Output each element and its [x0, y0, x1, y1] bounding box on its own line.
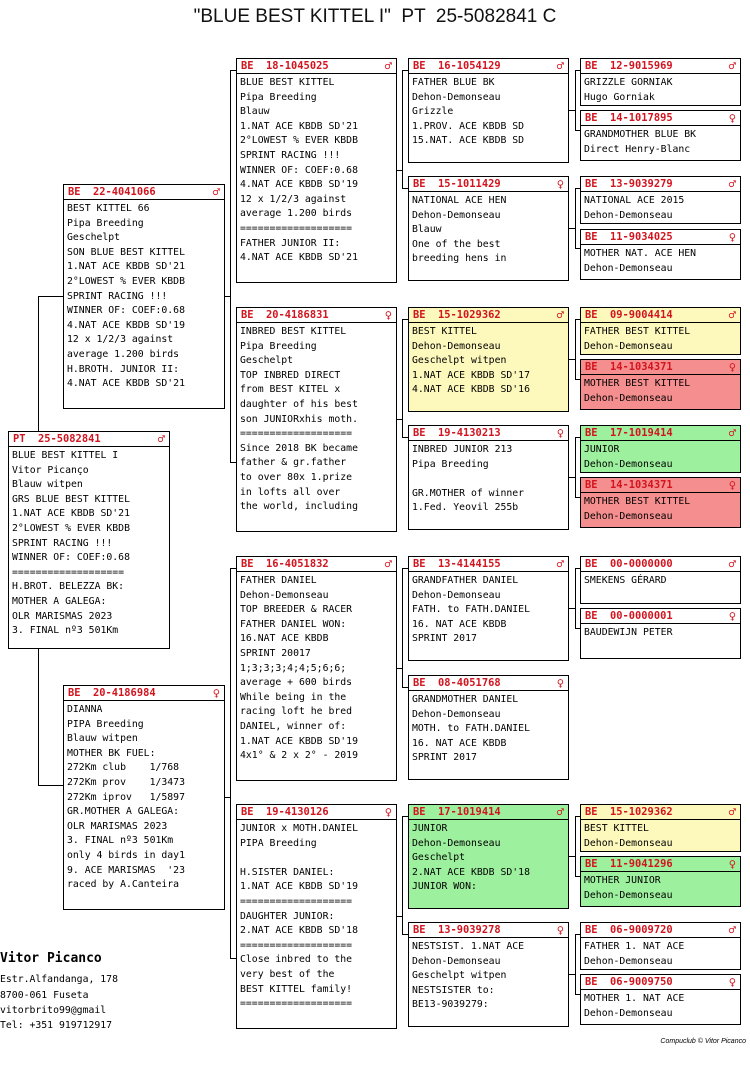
- female-icon: ♀: [212, 686, 220, 700]
- bird-info-line: BE13-9039279:: [412, 999, 489, 1011]
- bird-card-ffm: [408, 176, 569, 281]
- bird-card-g13: [580, 922, 741, 970]
- ring-number: [409, 676, 568, 691]
- bird-info-line: Dehon-Demonseau: [584, 1007, 673, 1019]
- bird-info-line: GRS BLUE BEST KITTEL: [12, 493, 130, 505]
- bird-info-line: SPRINT 2017: [412, 633, 477, 645]
- bird-info-line: OLR MARISMAS 2023: [12, 610, 113, 622]
- bird-info-line: TOP INBRED DIRECT: [240, 369, 341, 381]
- male-icon: ♂: [556, 805, 564, 819]
- bird-info-line: 1;3;3;3;4;4;5;6;6;: [240, 662, 347, 674]
- bird-info-line: TOP BREEDER & RACER: [240, 604, 353, 616]
- female-icon: ♀: [556, 177, 564, 191]
- ring-text: BE 11-9041296: [585, 858, 673, 870]
- bird-info-line: 15.NAT. ACE KBDB SD: [412, 135, 525, 147]
- bird-info-line: ===================: [240, 998, 353, 1010]
- bird-card-g8: [580, 477, 741, 528]
- bird-info-line: Dehon-Demonseau: [584, 392, 673, 404]
- ring-number: [581, 360, 740, 375]
- bird-info-line: GRANDFATHER DANIEL: [412, 575, 519, 586]
- bird-info-line: 4.NAT ACE KBDB SD'19: [67, 319, 185, 331]
- connector-line: [402, 568, 403, 687]
- ring-text: BE 13-4144155: [413, 558, 501, 570]
- ring-text: BE 20-4186831: [241, 309, 329, 321]
- female-icon: ♀: [728, 230, 736, 244]
- bird-info-line: Dehon-Demonseau: [412, 589, 501, 601]
- ring-text: BE 16-4051832: [241, 558, 329, 570]
- bird-info-line: SMEKENS GÉRARD: [584, 575, 667, 586]
- ring-number: [409, 177, 568, 192]
- male-icon: ♂: [728, 805, 736, 819]
- bird-info-line: MOTHER NAT. ACE HEN: [584, 248, 697, 259]
- bird-card-ff: [236, 58, 397, 283]
- bird-info-line: Pipa Breeding: [412, 458, 489, 470]
- bird-info-line: ===================: [240, 895, 353, 907]
- ring-number: [581, 805, 740, 820]
- bird-info-line: Geschelpt: [240, 355, 294, 367]
- bird-info-line: 16. NAT ACE KBDB: [412, 618, 507, 630]
- bird-info-line: 2°LOWEST % EVER KBDB: [67, 275, 185, 287]
- bird-info-line: 2.NAT ACE KBDB SD'18: [240, 925, 358, 937]
- ring-text: BE 15-1011429: [413, 178, 501, 190]
- ring-number: [581, 230, 740, 245]
- bird-info-line: MOTHER 1. NAT ACE: [584, 993, 685, 1004]
- bird-card-g2: [580, 110, 741, 161]
- bird-info-line: SPRINT 2017: [412, 752, 477, 764]
- bird-info-line: NESTSISTER to:: [412, 984, 495, 996]
- ring-number: [64, 686, 224, 701]
- bird-info-line: MOTHER A GALEGA:: [12, 595, 107, 607]
- bird-info-line: SPRINT RACING !!!: [12, 537, 113, 549]
- bird-info-line: ===================: [240, 428, 353, 440]
- bird-info-line: 272Km club 1/768: [67, 762, 180, 774]
- female-icon: ♀: [728, 975, 736, 989]
- bird-info-line: NESTSIST. 1.NAT ACE: [412, 941, 525, 952]
- connector-line: [230, 568, 231, 958]
- owner-postcode: 8700-061 Fuseta: [0, 990, 89, 1001]
- bird-info-line: WINNER OF: COEF:0.68: [12, 552, 130, 564]
- ring-number: [581, 308, 740, 323]
- ring-number: [409, 308, 568, 323]
- ring-number: [9, 432, 169, 447]
- male-icon: ♂: [556, 557, 564, 571]
- bird-info-line: only 4 birds in day1: [67, 849, 185, 861]
- owner-name: Vitor Picanco: [0, 951, 102, 966]
- connector-line: [402, 319, 403, 437]
- female-icon: ♀: [728, 111, 736, 125]
- bird-info-line: Geschelpt: [67, 232, 121, 244]
- bird-info-line: GRANDMOTHER BLUE BK: [584, 129, 697, 140]
- bird-info-line: PIPA Breeding: [67, 718, 144, 730]
- bird-info-line: 1.NAT ACE KBDB SD'17: [412, 369, 530, 381]
- male-icon: ♂: [384, 59, 392, 73]
- ring-text: BE 13-9039279: [585, 178, 673, 190]
- bird-info-line: NATIONAL ACE HEN: [412, 195, 507, 206]
- bird-info-line: ===================: [240, 939, 353, 951]
- owner-address: Estr.Alfandanga, 178: [0, 974, 118, 985]
- bird-info-line: Pipa Breeding: [240, 91, 317, 103]
- ring-text: BE 12-9015969: [585, 60, 673, 72]
- bird-info-line: Blauw witpen: [12, 479, 83, 491]
- bird-info-line: MOTHER JUNIOR: [584, 875, 661, 886]
- bird-info-line: Blauw: [412, 224, 442, 236]
- bird-info-line: 272Km prov 1/3473: [67, 776, 185, 788]
- bird-info-line: ===================: [12, 566, 125, 578]
- connector-line: [575, 437, 576, 497]
- owner-phone: Tel: +351 919712917: [0, 1020, 113, 1031]
- bird-card-g4: [580, 229, 741, 280]
- bird-info-line: MOTH. to FATH.DANIEL: [412, 723, 530, 735]
- male-icon: ♂: [556, 308, 564, 322]
- bird-info-line: 2°LOWEST % EVER KBDB: [240, 135, 358, 147]
- bird-info-line: 1.PROV. ACE KBDB SD: [412, 120, 525, 132]
- ring-text: PT 25-5082841: [13, 433, 101, 445]
- ring-text: BE 17-1019414: [585, 427, 673, 439]
- female-icon: ♀: [384, 308, 392, 322]
- connector-line: [575, 816, 576, 876]
- ring-text: BE 22-4041066: [68, 186, 156, 198]
- bird-info-line: DIANNA: [67, 704, 103, 715]
- bird-info-line: Hugo Gorniak: [584, 91, 655, 103]
- bird-info-line: from BEST KITEL x: [240, 384, 341, 396]
- bird-info-line: FATHER BEST KITTEL: [584, 326, 691, 337]
- bird-info-line: BLUE BEST KITTEL I: [12, 450, 119, 461]
- bird-info-line: 16.NAT ACE KBDB: [240, 633, 329, 645]
- bird-info-line: WINNER OF: COEF:0.68: [240, 164, 358, 176]
- bird-card-g5: [580, 307, 741, 355]
- ring-text: BE 15-1029362: [585, 806, 673, 818]
- ring-text: BE 06-9009750: [585, 976, 673, 988]
- bird-card-fmf: [408, 307, 569, 412]
- bird-info-line: very best of the: [240, 968, 335, 980]
- bird-info-line: [240, 851, 396, 866]
- connector-line: [402, 816, 403, 934]
- bird-info-line: While being in the: [240, 691, 347, 703]
- bird-info-line: DANIEL, winner of:: [240, 720, 347, 732]
- bird-info-line: Dehon-Demonseau: [584, 262, 673, 274]
- bird-info-line: Dehon-Demonseau: [412, 209, 501, 221]
- bird-info-line: SPRINT 20017: [240, 647, 311, 659]
- bird-info-line: BAUDEWIJN PETER: [584, 627, 673, 638]
- ring-number: [581, 857, 740, 872]
- ring-text: BE 14-1034371: [585, 479, 673, 491]
- bird-info-line: 16. NAT ACE KBDB: [412, 737, 507, 749]
- bird-info-line: Dehon-Demonseau: [412, 955, 501, 967]
- bird-info-line: SPRINT RACING !!!: [67, 290, 168, 302]
- bird-info-line: 1.NAT ACE KBDB SD'21: [67, 261, 185, 273]
- bird-card-g9: [580, 556, 741, 604]
- ring-text: BE 09-9004414: [585, 309, 673, 321]
- bird-info-line: Grizzle: [412, 106, 454, 118]
- ring-number: [409, 426, 568, 441]
- bird-info-line: 4x1° & 2 x 2° - 2019: [240, 750, 358, 762]
- bird-info-line: H.BROT. BELEZZA BK:: [12, 581, 125, 593]
- bird-info-line: GR.MOTHER of winner: [412, 487, 525, 499]
- bird-info-line: 4.NAT ACE KBDB SD'16: [412, 384, 530, 396]
- bird-info-line: [412, 472, 568, 487]
- bird-info-line: OLR MARISMAS 2023: [67, 820, 168, 832]
- footer-credit: Compuclub © Vitor Picanco: [660, 1038, 746, 1045]
- bird-info-line: 1.NAT ACE KBDB SD'19: [240, 881, 358, 893]
- bird-info-line: Geschelpt: [412, 852, 466, 864]
- bird-info-line: average + 600 birds: [240, 677, 353, 689]
- male-icon: ♂: [556, 59, 564, 73]
- bird-info-line: Close inbred to the: [240, 954, 353, 966]
- bird-info-line: Dehon-Demonseau: [412, 340, 501, 352]
- bird-info-line: Geschelpt witpen: [412, 355, 507, 367]
- bird-info-line: FATH. to FATH.DANIEL: [412, 604, 530, 616]
- bird-card-g10: [580, 608, 741, 659]
- bird-info-line: 3. FINAL nº3 501Km: [67, 835, 174, 847]
- bird-info-line: JUNIOR WON:: [412, 881, 477, 893]
- male-icon: ♂: [728, 59, 736, 73]
- ring-text: BE 16-1054129: [413, 60, 501, 72]
- pedigree-title: "BLUE BEST KITTEL I" PT 25-5082841 C: [193, 6, 557, 27]
- bird-info-line: daughter of his best: [240, 398, 358, 410]
- bird-info-line: Dehon-Demonseau: [240, 589, 329, 601]
- male-icon: ♂: [157, 432, 165, 446]
- bird-card-mf: [236, 556, 397, 781]
- bird-info-line: JUNIOR: [584, 444, 620, 455]
- bird-info-line: WINNER OF: COEF:0.68: [67, 305, 185, 317]
- female-icon: ♀: [556, 676, 564, 690]
- bird-card-fff: [408, 58, 569, 163]
- bird-info-line: 9. ACE MARISMAS '23: [67, 864, 185, 876]
- connector-line: [402, 70, 403, 188]
- bird-info-line: Pipa Breeding: [240, 340, 317, 352]
- bird-info-line: INBRED JUNIOR 213: [412, 444, 513, 455]
- bird-info-line: H.BROTH. JUNIOR II:: [67, 363, 180, 375]
- bird-card-mff: [408, 556, 569, 661]
- ring-number: [237, 805, 396, 820]
- ring-text: BE 08-4051768: [413, 677, 501, 689]
- bird-info-line: SON BLUE BEST KITTEL: [67, 246, 185, 258]
- bird-card-subject: [8, 431, 170, 649]
- bird-info-line: PIPA Breeding: [240, 837, 317, 849]
- connector-line: [575, 188, 576, 248]
- male-icon: ♂: [212, 185, 220, 199]
- female-icon: ♀: [728, 609, 736, 623]
- bird-card-g3: [580, 176, 741, 224]
- bird-info-line: 12 x 1/2/3 against: [240, 193, 347, 205]
- ring-text: BE 19-4130213: [413, 427, 501, 439]
- bird-card-g1: [580, 58, 741, 106]
- bird-info-line: BEST KITTEL: [584, 823, 649, 834]
- bird-info-line: JUNIOR: [412, 823, 448, 834]
- bird-info-line: racing loft he bred: [240, 706, 353, 718]
- bird-info-line: MOTHER BEST KITTEL: [584, 378, 691, 389]
- ring-number: [581, 975, 740, 990]
- ring-number: [581, 557, 740, 572]
- bird-info-line: the world, including: [240, 501, 358, 513]
- ring-number: [581, 111, 740, 126]
- bird-info-line: Since 2018 BK became: [240, 442, 358, 454]
- bird-info-line: father & gr.father: [240, 457, 347, 469]
- bird-info-line: 1.NAT ACE KBDB SD'21: [240, 120, 358, 132]
- bird-info-line: Geschelpt witpen: [412, 970, 507, 982]
- ring-text: BE 00-0000001: [585, 610, 673, 622]
- connector-line: [575, 934, 576, 994]
- bird-info-line: SPRINT RACING !!!: [240, 149, 341, 161]
- bird-info-line: BLUE BEST KITTEL: [240, 77, 335, 88]
- bird-info-line: average 1.200 birds: [67, 348, 180, 360]
- bird-info-line: 1.NAT ACE KBDB SD'19: [240, 735, 358, 747]
- bird-info-line: Dehon-Demonseau: [584, 209, 673, 221]
- bird-info-line: Vitor Picanço: [12, 464, 89, 476]
- ring-text: BE 20-4186984: [68, 687, 156, 699]
- bird-card-g12: [580, 856, 741, 907]
- connector-line: [575, 319, 576, 379]
- bird-info-line: MOTHER BEST KITTEL: [584, 496, 691, 507]
- bird-info-line: BEST KITTEL family!: [240, 983, 353, 995]
- bird-info-line: 12 x 1/2/3 against: [67, 334, 174, 346]
- bird-card-mfm: [408, 675, 569, 780]
- bird-card-mother: [63, 685, 225, 910]
- ring-number: [581, 59, 740, 74]
- bird-info-line: Dehon-Demonseau: [584, 458, 673, 470]
- ring-number: [581, 609, 740, 624]
- bird-card-mmf: [408, 804, 569, 909]
- bird-card-fmm: [408, 425, 569, 530]
- bird-info-line: BEST KITTEL: [412, 326, 477, 337]
- bird-info-line: Blauw witpen: [67, 733, 138, 745]
- bird-info-line: INBRED BEST KITTEL: [240, 326, 347, 337]
- bird-info-line: breeding hens in: [412, 253, 507, 265]
- bird-info-line: Dehon-Demonseau: [412, 91, 501, 103]
- bird-info-line: to over 80x 1.prize: [240, 471, 353, 483]
- bird-info-line: 2°LOWEST % EVER KBDB: [12, 522, 130, 534]
- bird-info-line: FATHER DANIEL WON:: [240, 618, 347, 630]
- ring-number: [581, 923, 740, 938]
- ring-text: BE 18-1045025: [241, 60, 329, 72]
- female-icon: ♀: [728, 360, 736, 374]
- ring-number: [409, 805, 568, 820]
- female-icon: ♀: [728, 478, 736, 492]
- male-icon: ♂: [728, 557, 736, 571]
- bird-info-line: JUNIOR x MOTH.DANIEL: [240, 823, 358, 834]
- bird-info-line: Dehon-Demonseau: [584, 837, 673, 849]
- connector-line: [38, 296, 64, 297]
- ring-text: BE 15-1029362: [413, 309, 501, 321]
- bird-card-g7: [580, 425, 741, 473]
- bird-info-line: BEST KITTEL 66: [67, 203, 150, 214]
- bird-info-line: Dehon-Demonseau: [584, 889, 673, 901]
- ring-number: [581, 426, 740, 441]
- male-icon: ♂: [384, 557, 392, 571]
- bird-card-mmm: [408, 922, 569, 1027]
- bird-info-line: 2.NAT ACE KBDB SD'18: [412, 866, 530, 878]
- bird-info-line: 4.NAT ACE KBDB SD'21: [67, 378, 185, 390]
- bird-info-line: Dehon-Demonseau: [412, 837, 501, 849]
- bird-card-fm: [236, 307, 397, 532]
- bird-card-g14: [580, 974, 741, 1025]
- bird-info-line: son JUNIORxhis moth.: [240, 413, 358, 425]
- bird-info-line: One of the best: [412, 238, 501, 250]
- bird-info-line: 4.NAT ACE KBDB SD'21: [240, 252, 358, 264]
- bird-info-line: Dehon-Demonseau: [584, 510, 673, 522]
- ring-number: [409, 557, 568, 572]
- connector-line: [575, 70, 576, 130]
- ring-text: BE 19-4130126: [241, 806, 329, 818]
- ring-text: BE 11-9034025: [585, 231, 673, 243]
- connector-line: [38, 649, 39, 785]
- bird-card-mm: [236, 804, 397, 1029]
- bird-info-line: NATIONAL ACE 2015: [584, 195, 685, 206]
- bird-info-line: FATHER BLUE BK: [412, 77, 495, 88]
- male-icon: ♂: [728, 426, 736, 440]
- female-icon: ♀: [384, 805, 392, 819]
- ring-number: [409, 923, 568, 938]
- connector-line: [38, 296, 39, 431]
- ring-number: [64, 185, 224, 200]
- bird-info-line: Direct Henry-Blanc: [584, 143, 691, 155]
- bird-info-line: 3. FINAL nº3 501Km: [12, 625, 119, 637]
- bird-info-line: ===================: [240, 222, 353, 234]
- bird-info-line: DAUGHTER JUNIOR:: [240, 910, 335, 922]
- bird-info-line: in lofts all over: [240, 486, 341, 498]
- male-icon: ♂: [728, 177, 736, 191]
- ring-number: [581, 177, 740, 192]
- female-icon: ♀: [728, 857, 736, 871]
- female-icon: ♀: [556, 923, 564, 937]
- bird-info-line: Dehon-Demonseau: [412, 708, 501, 720]
- ring-text: BE 14-1034371: [585, 361, 673, 373]
- bird-info-line: Pipa Breeding: [67, 217, 144, 229]
- connector-line: [38, 785, 64, 786]
- bird-info-line: FATHER DANIEL: [240, 575, 317, 586]
- bird-info-line: 4.NAT ACE KBDB SD'19: [240, 179, 358, 191]
- bird-info-line: H.SISTER DANIEL:: [240, 866, 335, 878]
- bird-info-line: 272Km iprov 1/5897: [67, 791, 185, 803]
- bird-info-line: raced by A.Canteira: [67, 879, 180, 891]
- ring-number: [237, 59, 396, 74]
- ring-text: BE 14-1017895: [585, 112, 673, 124]
- connector-line: [230, 70, 231, 462]
- connector-line: [575, 568, 576, 628]
- ring-text: BE 00-0000000: [585, 558, 673, 570]
- bird-info-line: FATHER 1. NAT ACE: [584, 941, 685, 952]
- male-icon: ♂: [728, 923, 736, 937]
- bird-info-line: Dehon-Demonseau: [584, 340, 673, 352]
- ring-number: [581, 478, 740, 493]
- ring-number: [409, 59, 568, 74]
- bird-card-father: [63, 184, 225, 409]
- bird-info-line: GR.MOTHER A GALEGA:: [67, 806, 180, 818]
- bird-info-line: Dehon-Demonseau: [584, 955, 673, 967]
- bird-info-line: FATHER JUNIOR II:: [240, 237, 341, 249]
- ring-number: [237, 308, 396, 323]
- male-icon: ♂: [728, 308, 736, 322]
- ring-text: BE 06-9009720: [585, 924, 673, 936]
- ring-text: BE 13-9039278: [413, 924, 501, 936]
- bird-card-g11: [580, 804, 741, 852]
- bird-info-line: average 1.200 birds: [240, 208, 353, 220]
- female-icon: ♀: [556, 426, 564, 440]
- bird-info-line: 1.Fed. Yeovil 255b: [412, 502, 519, 514]
- bird-info-line: Blauw: [240, 106, 270, 118]
- bird-info-line: GRANDMOTHER DANIEL: [412, 694, 519, 705]
- ring-text: BE 17-1019414: [413, 806, 501, 818]
- bird-info-line: 1.NAT ACE KBDB SD'21: [12, 508, 130, 520]
- bird-card-g6: [580, 359, 741, 410]
- ring-number: [237, 557, 396, 572]
- bird-info-line: GRIZZLE GORNIAK: [584, 77, 673, 88]
- bird-info-line: MOTHER BK FUEL:: [67, 747, 156, 759]
- owner-email: vitorbrito99@gmail: [0, 1005, 107, 1016]
